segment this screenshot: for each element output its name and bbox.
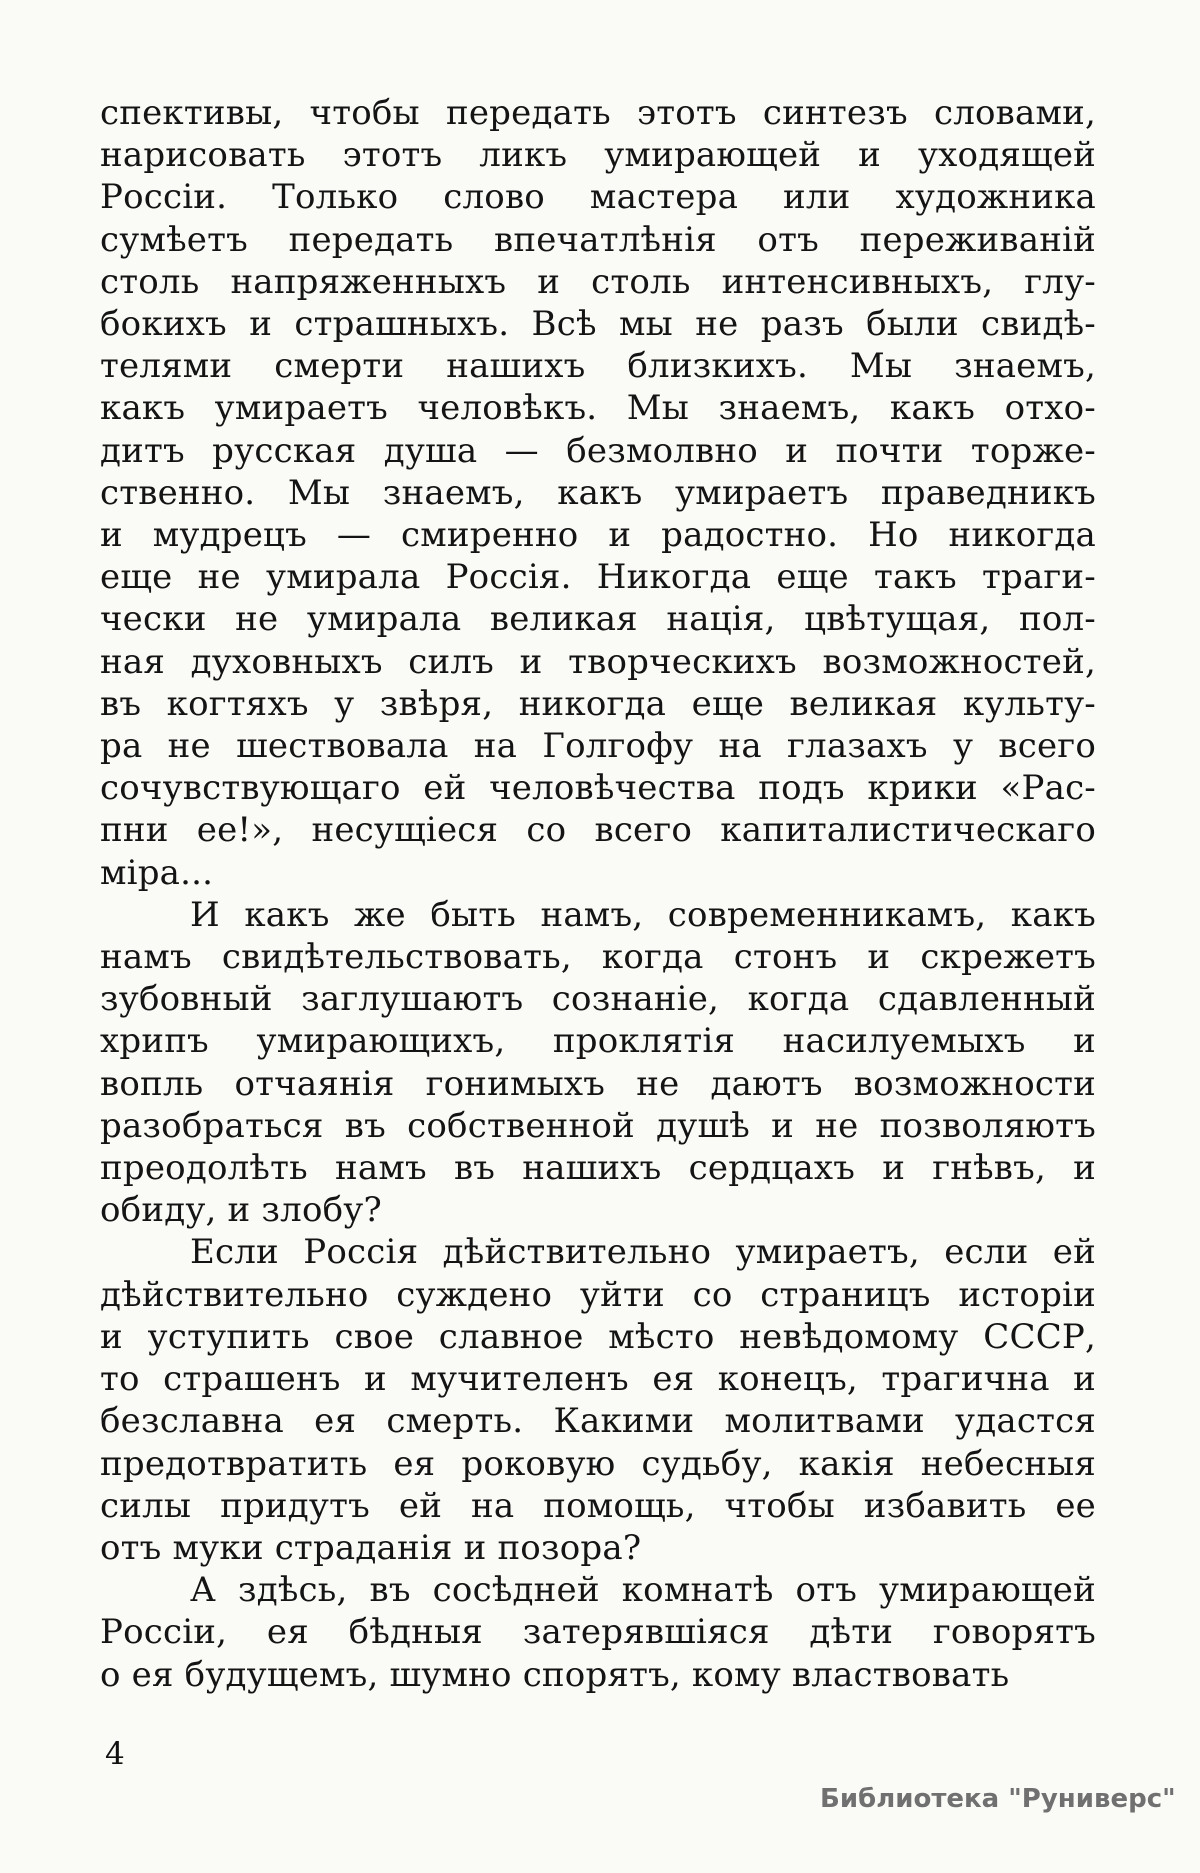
text-line: И какъ же быть намъ, современникамъ, какъ — [190, 894, 1096, 935]
text-line: какъ умираетъ человѣкъ. Мы знаемъ, какъ отхо- — [100, 388, 1096, 429]
text-line: безславна ея смерть. Какими молитвами удастся — [100, 1401, 1096, 1442]
text-line: хрипъ умирающихъ, проклятія насилуемыхъ и — [100, 1021, 1096, 1062]
library-watermark: Библиотека "Руниверс" — [820, 1784, 1176, 1814]
text-line: Россіи, ея бѣдныя затерявшіяся дѣти говорятъ — [100, 1612, 1096, 1653]
text-line: бокихъ и страшныхъ. Всѣ мы не разъ были свидѣ- — [100, 304, 1096, 345]
book-page-text — [100, 92, 1096, 1696]
text-line: силы придутъ ей на помощь, чтобы избавить ее — [100, 1485, 1096, 1526]
text-line: обиду, и злобу? — [100, 1190, 382, 1231]
text-line: ра не шествовала на Голгофу на глазахъ у всего — [100, 726, 1096, 767]
text-line: намъ свидѣтельствовать, когда стонъ и скрежетъ — [100, 937, 1096, 978]
text-line: отъ муки страданія и позора? — [100, 1527, 642, 1568]
text-line: ственно. Мы знаемъ, какъ умираетъ праведникъ — [100, 472, 1096, 513]
text-line: сочувствующаго ей человѣчества подъ крики «Рас- — [100, 768, 1096, 809]
text-line: сумѣетъ передать впечатлѣнія отъ переживаній — [100, 219, 1096, 260]
text-line: чески не умирала великая нація, цвѣтущая, пол- — [100, 599, 1096, 640]
text-line: въ когтяхъ у звѣря, никогда еще великая культу- — [100, 683, 1096, 724]
text-line: телями смерти нашихъ близкихъ. Мы знаемъ, — [100, 346, 1096, 387]
text-line: Если Россія дѣйствительно умираетъ, если ей — [190, 1232, 1096, 1273]
text-line: дитъ русская душа — безмолвно и почти торже- — [100, 430, 1096, 471]
text-line: столь напряженныхъ и столь интенсивныхъ, глу- — [100, 261, 1096, 302]
text-line: А здѣсь, въ сосѣдней комнатѣ отъ умирающей — [190, 1570, 1096, 1611]
text-line: спективы, чтобы передать этотъ синтезъ словами, — [100, 93, 1096, 133]
text-line: предотвратить ея роковую судьбу, какія небесныя — [100, 1443, 1096, 1484]
text-line: то страшенъ и мучителенъ ея конецъ, трагична и — [100, 1359, 1096, 1400]
text-line: пни ее!», несущіеся со всего капиталистическаго — [100, 810, 1096, 851]
text-line: зубовный заглушаютъ сознаніе, когда сдавленный — [100, 979, 1096, 1020]
text-line: преодолѣть намъ въ нашихъ сердцахъ и гнѣвъ, и — [100, 1148, 1096, 1189]
text-line: вопль отчаянія гонимыхъ не даютъ возможности — [100, 1063, 1096, 1104]
text-line: дѣйствительно суждено уйти со страницъ исторіи — [100, 1274, 1096, 1315]
text-line: о ея будущемъ, шумно спорятъ, кому властвовать — [100, 1654, 1010, 1695]
text-line: міра... — [100, 852, 214, 893]
page-number: 4 — [105, 1736, 125, 1772]
text-line: Россіи. Только слово мастера или художника — [100, 177, 1096, 218]
text-line: и мудрецъ — смиренно и радостно. Но никогда — [100, 515, 1096, 556]
text-line: нарисовать этотъ ликъ умирающей и уходящей — [100, 135, 1096, 176]
text-line: и уступить свое славное мѣсто невѣдомому СССР, — [100, 1316, 1096, 1357]
text-line: еще не умирала Россія. Никогда еще такъ траги- — [100, 557, 1096, 598]
text-line: ная духовныхъ силъ и творческихъ возможностей, — [100, 641, 1096, 682]
text-line: разобраться въ собственной душѣ и не позволяютъ — [100, 1105, 1096, 1146]
